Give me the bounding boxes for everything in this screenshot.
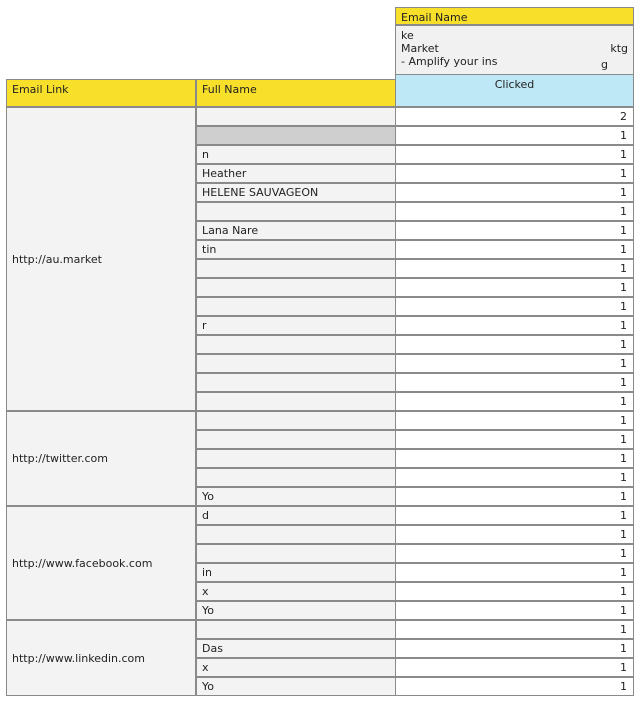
table-row[interactable] [196,354,634,373]
clicked-count-cell: 1 [395,677,634,696]
table-row[interactable] [196,183,634,202]
clicked-count-cell: 1 [395,544,634,563]
clicked-count-cell: 1 [395,240,634,259]
clicked-count-cell: 1 [395,601,634,620]
clicked-count-cell: 1 [395,335,634,354]
table-row[interactable] [196,316,634,335]
table-row[interactable] [196,145,634,164]
email-name-line: g [601,58,608,71]
email-name-header [395,7,634,25]
clicked-count-cell: 1 [395,259,634,278]
clicked-label: Clicked [494,78,535,91]
full-name-cell[interactable] [196,297,396,316]
full-name-cell[interactable] [196,544,396,563]
full-name-cell[interactable] [196,259,396,278]
full-name-cell[interactable] [196,373,396,392]
clicked-count-cell: 1 [395,354,634,373]
full-name-cell[interactable] [196,411,396,430]
full-name-cell[interactable]: in [196,563,396,582]
clicked-count-cell: 1 [395,373,634,392]
table-row[interactable] [196,392,634,411]
full-name-cell[interactable]: x [196,582,396,601]
full-name-cell[interactable]: r [196,316,396,335]
table-row[interactable] [196,126,634,145]
clicked-count-cell: 1 [395,126,634,145]
full-name-cell[interactable] [196,620,396,639]
link-group [6,107,634,411]
table-row[interactable] [196,601,634,620]
full-name-cell[interactable] [196,126,396,145]
clicked-count-cell: 1 [395,411,634,430]
email-link-cell[interactable]: http://www.facebook.com [6,506,196,620]
full-name-cell[interactable]: Yo [196,487,396,506]
table-row[interactable] [196,563,634,582]
clicked-count-cell: 1 [395,164,634,183]
full-name-cell[interactable]: Das [196,639,396,658]
full-name-column-header[interactable] [196,79,396,107]
email-link-cell[interactable]: http://au.market [6,107,196,411]
clicked-count-cell: 1 [395,487,634,506]
link-group [6,411,634,506]
email-name-line: ke [401,29,414,42]
table-row[interactable] [196,411,634,430]
table-row[interactable] [196,449,634,468]
clicked-count-cell: 1 [395,658,634,677]
email-link-cell[interactable]: http://twitter.com [6,411,196,506]
full-name-cell[interactable] [196,278,396,297]
clicked-count-cell: 1 [395,639,634,658]
clicked-count-cell: 1 [395,202,634,221]
full-name-cell[interactable] [196,202,396,221]
clicked-count-cell: 1 [395,430,634,449]
clicked-count-cell: 1 [395,468,634,487]
table-row[interactable] [196,164,634,183]
table-row[interactable] [196,487,634,506]
clicked-count-cell: 1 [395,620,634,639]
full-name-cell[interactable]: Heather [196,164,396,183]
email-name-cell [395,25,634,75]
clicked-count-cell: 1 [395,278,634,297]
link-group [6,506,634,620]
clicked-count-cell: 1 [395,449,634,468]
table-row[interactable] [196,468,634,487]
clicked-count-cell: 1 [395,183,634,202]
clicked-count-cell: 1 [395,221,634,240]
full-name-cell[interactable]: n [196,145,396,164]
clicked-count-cell: 1 [395,525,634,544]
email-link-label: Email Link [12,83,69,96]
table-row[interactable] [196,544,634,563]
table-row[interactable] [196,107,634,126]
table-row[interactable] [196,506,634,525]
table-row[interactable] [196,278,634,297]
table-row[interactable] [196,430,634,449]
full-name-label: Full Name [202,83,257,96]
clicked-count-cell: 1 [395,582,634,601]
email-link-column-header[interactable] [6,79,196,107]
full-name-cell[interactable] [196,525,396,544]
clicked-count-cell: 1 [395,145,634,164]
clicked-count-cell: 1 [395,506,634,525]
table-row[interactable] [196,240,634,259]
table-row[interactable] [196,202,634,221]
table-row[interactable] [196,620,634,639]
full-name-cell[interactable]: Yo [196,601,396,620]
clicked-count-cell: 1 [395,297,634,316]
full-name-cell[interactable] [196,468,396,487]
full-name-cell[interactable]: Yo [196,677,396,696]
table-row[interactable] [196,525,634,544]
email-name-label: Email Name [401,11,468,24]
table-row[interactable] [196,639,634,658]
table-row[interactable] [196,259,634,278]
table-row[interactable] [196,677,634,696]
link-group [6,620,634,696]
table-row[interactable] [196,221,634,240]
full-name-cell[interactable] [196,335,396,354]
table-row[interactable] [196,297,634,316]
full-name-cell[interactable]: Lana Nare [196,221,396,240]
table-row[interactable] [196,658,634,677]
full-name-cell[interactable]: tin [196,240,396,259]
table-row[interactable] [196,373,634,392]
full-name-cell[interactable] [196,449,396,468]
full-name-cell[interactable] [196,430,396,449]
clicked-count-cell: 1 [395,316,634,335]
table-row[interactable] [196,335,634,354]
clicked-count-cell: 2 [395,107,634,126]
email-name-line: ktg [610,42,628,55]
full-name-cell[interactable] [196,392,396,411]
clicked-column-header[interactable] [395,74,634,107]
clicked-count-cell: 1 [395,563,634,582]
full-name-cell[interactable]: d [196,506,396,525]
full-name-cell[interactable]: HELENE SAUVAGEON [196,183,396,202]
full-name-cell[interactable] [196,354,396,373]
clicked-count-cell: 1 [395,392,634,411]
email-name-line: Market [401,42,439,55]
table-row[interactable] [196,582,634,601]
email-link-cell[interactable]: http://www.linkedin.com [6,620,196,696]
email-name-line: - Amplify your ins [401,55,498,68]
full-name-cell[interactable]: x [196,658,396,677]
full-name-cell[interactable] [196,107,396,126]
